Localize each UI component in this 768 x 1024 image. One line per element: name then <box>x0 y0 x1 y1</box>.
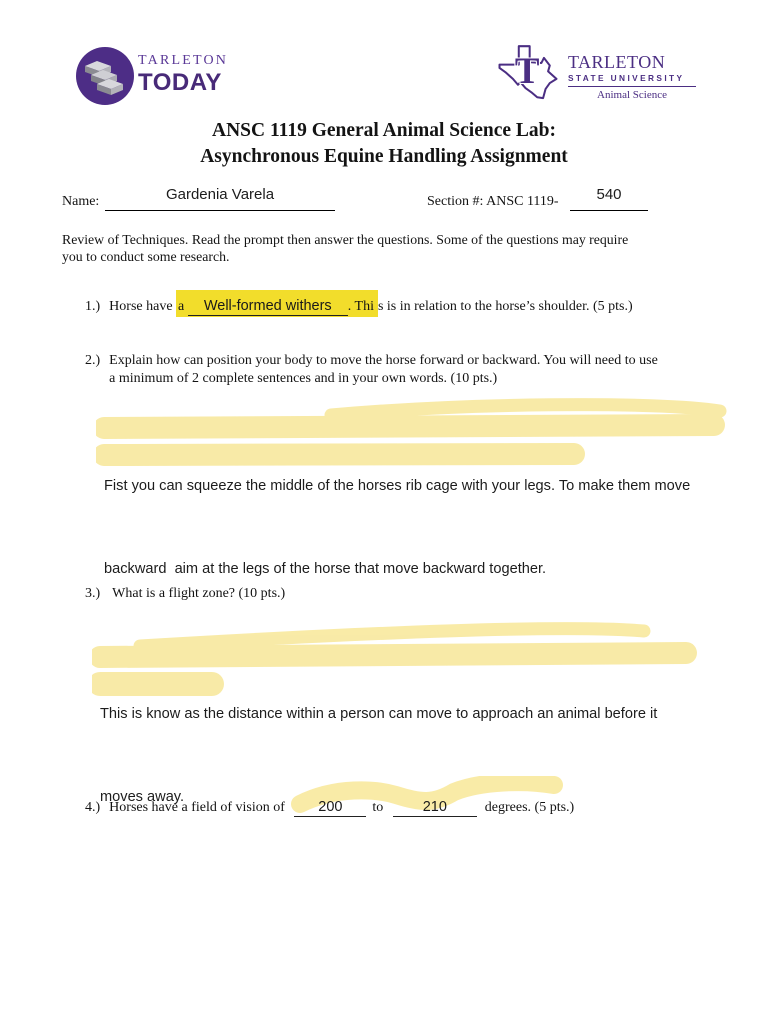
question-1-number: 1.) <box>85 299 101 314</box>
tarleton-university-logo <box>497 44 696 102</box>
question-4-mid-text: to <box>372 800 384 815</box>
question-4-answer1: 200 <box>318 799 343 815</box>
svg-text:T: T <box>514 50 540 92</box>
question-3-text: What is a flight zone? (10 pts.) <box>112 586 286 601</box>
instructions-line1: Review of Techniques. Read the prompt then answer the questions. Some of the questions may require <box>62 232 629 247</box>
question-2-text <box>109 352 658 388</box>
university-logo-line1: TARLETON <box>568 52 666 72</box>
answer-3-line1: This is know as the distance within a person can move to approach an animal before it <box>100 706 658 722</box>
university-logo-wordmark <box>568 53 696 101</box>
university-logo-line3: Animal Science <box>597 89 667 102</box>
question-1-highlight-start: a <box>178 299 185 314</box>
question-4-pre-text: Horses have a field of vision of <box>109 800 285 815</box>
university-logo-line2: STATE UNIVERSITY <box>568 73 685 83</box>
question-2-number: 2.) <box>85 353 101 368</box>
name-value: Gardenia Varela <box>165 186 275 203</box>
question-1 <box>85 298 633 316</box>
question-1-pre-text: Horse have <box>109 299 177 314</box>
today-logo-line2: TODAY <box>138 69 222 96</box>
answer-2-line1: Fist you can squeeze the middle of the horses rib cage with your legs. To make them move <box>104 478 691 494</box>
question-1-highlight <box>176 290 378 317</box>
today-logo-line1: TARLETON <box>138 53 229 68</box>
question-1-highlight-end: . Thi <box>347 299 374 314</box>
name-label: Name: <box>62 194 100 209</box>
tarleton-today-logo <box>76 47 306 107</box>
today-logo-wordmark <box>138 54 228 95</box>
section-value: 540 <box>596 186 622 203</box>
question-4-blank2 <box>393 799 477 817</box>
question-4-post-text: degrees. (5 pts.) <box>484 800 575 815</box>
answer-2-line2: backward aim at the legs of the horse that move backward together. <box>104 560 547 577</box>
answer-3-line2: moves away. <box>100 788 185 805</box>
question-4-blank1 <box>294 799 366 817</box>
page-title-line2: Asynchronous Equine Handling Assignment <box>200 146 568 167</box>
page-title-line1: ANSC 1119 General Animal Science Lab: <box>212 120 556 141</box>
texas-t-icon <box>497 44 559 102</box>
page-title <box>0 118 768 170</box>
question-1-answer-blank <box>188 298 348 316</box>
question-2-line2: a minimum of 2 complete sentences and in your own words. (10 pts.) <box>109 371 498 386</box>
answer-2 <box>104 418 690 638</box>
question-2-line1: Explain how can position your body to move the horse forward or backward. You will need to use <box>109 353 658 368</box>
question-4-answer2: 210 <box>422 799 447 815</box>
question-4 <box>85 799 574 817</box>
question-1-post-text: s is in relation to the horse’s shoulder. (5 pts.) <box>377 299 633 314</box>
instructions-text <box>62 231 628 265</box>
question-2 <box>85 352 735 388</box>
answer-3 <box>100 646 657 866</box>
question-1-answer: Well-formed withers <box>203 298 332 314</box>
instructions-line2: you to conduct some research. <box>62 249 230 264</box>
university-logo-divider <box>568 86 696 87</box>
question-4-number: 4.) <box>85 800 101 815</box>
section-label: Section #: ANSC 1119- <box>427 194 559 209</box>
today-logo-circle-icon <box>76 47 134 105</box>
question-3-number: 3.) <box>85 586 101 601</box>
